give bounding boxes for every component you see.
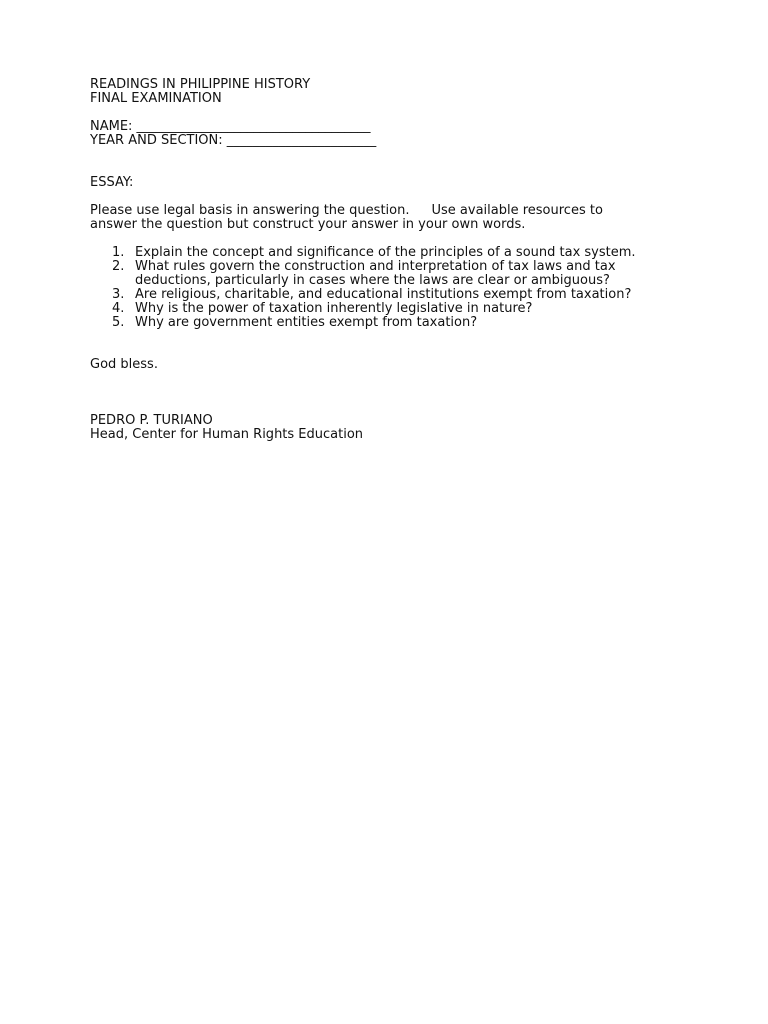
question-number: 1. [112, 245, 125, 260]
question-text: Why is the power of taxation inherently legislative in nature? [135, 301, 533, 316]
question-number: 4. [112, 301, 125, 316]
year-section-field-label: YEAR AND SECTION: _______________________ [90, 133, 377, 148]
spacer [90, 386, 690, 400]
document-body [90, 78, 690, 442]
question-number: 5. [112, 315, 125, 330]
instructions-part-2: Use available resources to answer the question but construct your answer in your own words. [90, 203, 603, 232]
spacer [90, 330, 690, 344]
signatory-title: Head, Center for Human Rights Education [90, 427, 364, 442]
question-text: Why are government entities exempt from taxation? [135, 315, 478, 330]
question-item [90, 260, 675, 288]
question-item [90, 246, 675, 260]
spacer [90, 190, 690, 204]
spacer [90, 372, 690, 386]
spacer [90, 148, 690, 162]
question-list [90, 246, 690, 330]
spacer [90, 106, 690, 120]
question-text: Explain the concept and significance of the principles of a sound tax system. [135, 245, 636, 260]
instructions-paragraph [90, 204, 650, 232]
question-item [90, 302, 675, 316]
question-number: 3. [112, 287, 125, 302]
course-title: READINGS IN PHILIPPINE HISTORY [90, 77, 311, 92]
question-text: Are religious, charitable, and educational institutions exempt from taxation? [135, 287, 632, 302]
spacer [90, 344, 690, 358]
signatory-name: PEDRO P. TURIANO [90, 413, 213, 428]
question-number: 2. [112, 259, 125, 274]
instructions-part-1: Please use legal basis in answering the question. [90, 203, 410, 218]
question-item [90, 316, 675, 330]
closing-text: God bless. [90, 357, 158, 372]
name-field-label: NAME: ____________________________________ [90, 119, 371, 134]
spacer [90, 162, 690, 176]
spacer [90, 400, 690, 414]
question-item [90, 288, 675, 302]
essay-heading: ESSAY: [90, 175, 134, 190]
question-text: What rules govern the construction and interpretation of tax laws and tax deductions, particularly in cases where the laws are clear or ambiguous? [135, 259, 616, 288]
exam-title: FINAL EXAMINATION [90, 91, 222, 106]
